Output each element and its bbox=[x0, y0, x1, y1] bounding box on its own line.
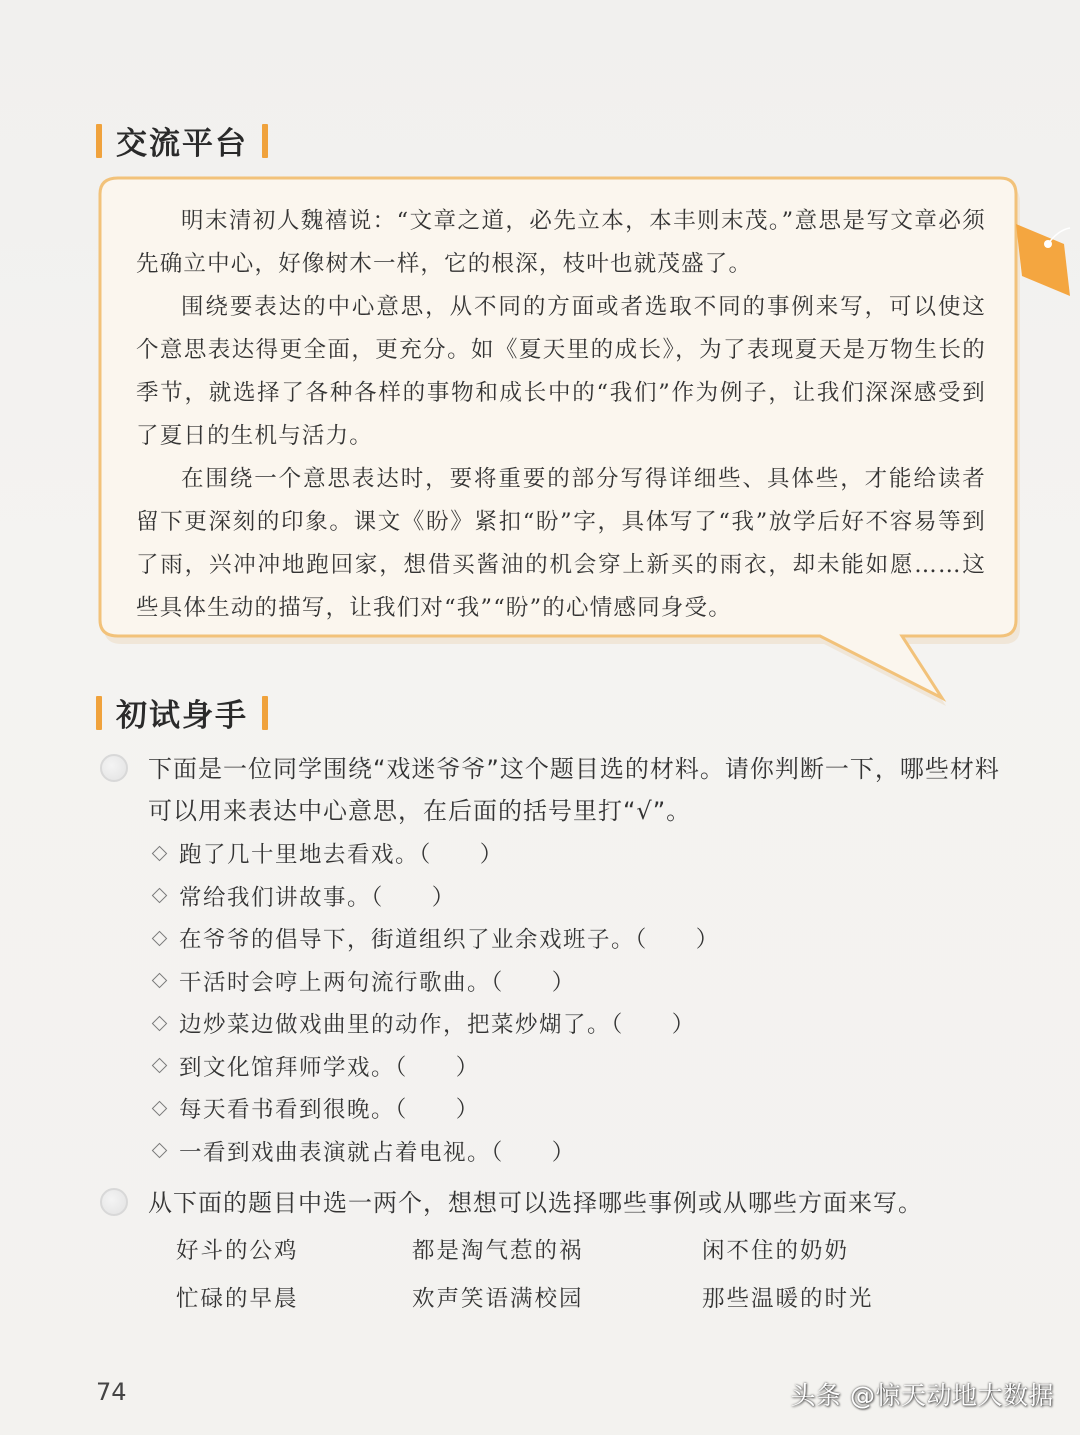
list-item[interactable] bbox=[150, 832, 720, 875]
exercise-1 bbox=[100, 748, 1020, 832]
option-text: 跑了几十里地去看戏。（ ） bbox=[179, 842, 504, 869]
exercise-bullet-icon bbox=[100, 1188, 128, 1216]
list-item[interactable] bbox=[150, 1045, 720, 1088]
topic-item: 忙碌的早晨 bbox=[176, 1286, 299, 1312]
list-item[interactable] bbox=[150, 960, 720, 1003]
topic-item: 欢声笑语满校园 bbox=[412, 1286, 584, 1312]
diamond-bullet-icon bbox=[152, 930, 168, 946]
option-text: 一看到戏曲表演就占着电视。（ ） bbox=[179, 1139, 576, 1166]
option-text: 在爷爷的倡导下，街道组织了业余戏班子。（ ） bbox=[179, 927, 720, 954]
diamond-bullet-icon bbox=[152, 845, 168, 861]
exchange-platform-text bbox=[136, 200, 986, 630]
option-text: 边炒菜边做戏曲里的动作，把菜炒煳了。（ ） bbox=[179, 1012, 696, 1039]
topic-item: 那些温暖的时光 bbox=[702, 1286, 874, 1312]
option-text: 到文化馆拜师学戏。（ ） bbox=[179, 1054, 480, 1081]
diamond-bullet-icon bbox=[152, 1100, 168, 1116]
list-item[interactable] bbox=[150, 1002, 720, 1045]
list-item[interactable] bbox=[150, 1087, 720, 1130]
exercise-prompt: 下面是一位同学围绕“戏迷爷爷”这个题目选的材料。请你判断一下，哪些材料可以用来表达中心意思，在后面的括号里打“√”。 bbox=[148, 755, 1000, 825]
header-accent-bar bbox=[262, 696, 268, 730]
diamond-bullet-icon bbox=[152, 1058, 168, 1074]
list-item[interactable] bbox=[150, 917, 720, 960]
diamond-bullet-icon bbox=[152, 888, 168, 904]
header-accent-bar bbox=[96, 696, 102, 730]
paragraph: 围绕要表达的中心意思，从不同的方面或者选取不同的事例来写，可以使这个意思表达得更全面，更充分。如《夏天里的成长》，为了表现夏天是万物生长的季节，就选择了各种各样的事物和成长中的“我们”作为例子，让我们深深感受到了夏日的生机与活力。 bbox=[136, 294, 986, 449]
page-number: 74 bbox=[96, 1378, 127, 1406]
topic-grid bbox=[176, 1234, 952, 1316]
watermark: 头条 @惊天动地大数据 bbox=[790, 1381, 1054, 1410]
exercise-prompt: 从下面的题目中选一两个，想想可以选择哪些事例或从哪些方面来写。 bbox=[148, 1189, 923, 1217]
list-item[interactable] bbox=[150, 1130, 720, 1173]
topic-item: 好斗的公鸡 bbox=[176, 1238, 299, 1264]
exercise-bullet-icon bbox=[100, 754, 128, 782]
exercise-2 bbox=[100, 1182, 1020, 1224]
diamond-bullet-icon bbox=[152, 1015, 168, 1031]
section-header-try bbox=[96, 690, 268, 735]
section-title: 初试身手 bbox=[116, 698, 248, 734]
option-text: 常给我们讲故事。（ ） bbox=[179, 884, 456, 911]
diamond-bullet-icon bbox=[152, 1143, 168, 1159]
option-text: 每天看书看到很晚。（ ） bbox=[179, 1097, 480, 1124]
paragraph: 在围绕一个意思表达时，要将重要的部分写得详细些、具体些，才能给读者留下更深刻的印象。课文《盼》紧扣“盼”字，具体写了“我”放学后好不容易等到了雨，兴冲冲地跑回家，想借买酱油的机会穿上新买的雨衣，却未能如愿……这些具体生动的描写，让我们对“我”“盼”的心情感同身受。 bbox=[136, 466, 986, 621]
topic-item: 闲不住的奶奶 bbox=[702, 1238, 850, 1264]
section-title: 交流平台 bbox=[116, 126, 248, 162]
option-text: 干活时会哼上两句流行歌曲。（ ） bbox=[179, 969, 576, 996]
tag-icon bbox=[1012, 222, 1072, 302]
diamond-bullet-icon bbox=[152, 973, 168, 989]
topic-item: 都是淘气惹的祸 bbox=[412, 1238, 584, 1264]
list-item[interactable] bbox=[150, 875, 720, 918]
material-options-list bbox=[150, 832, 720, 1172]
paragraph: 明末清初人魏禧说：“文章之道，必先立本，本丰则末茂。”意思是写文章必须先确立中心，好像树木一样，它的根深，枝叶也就茂盛了。 bbox=[136, 208, 986, 277]
